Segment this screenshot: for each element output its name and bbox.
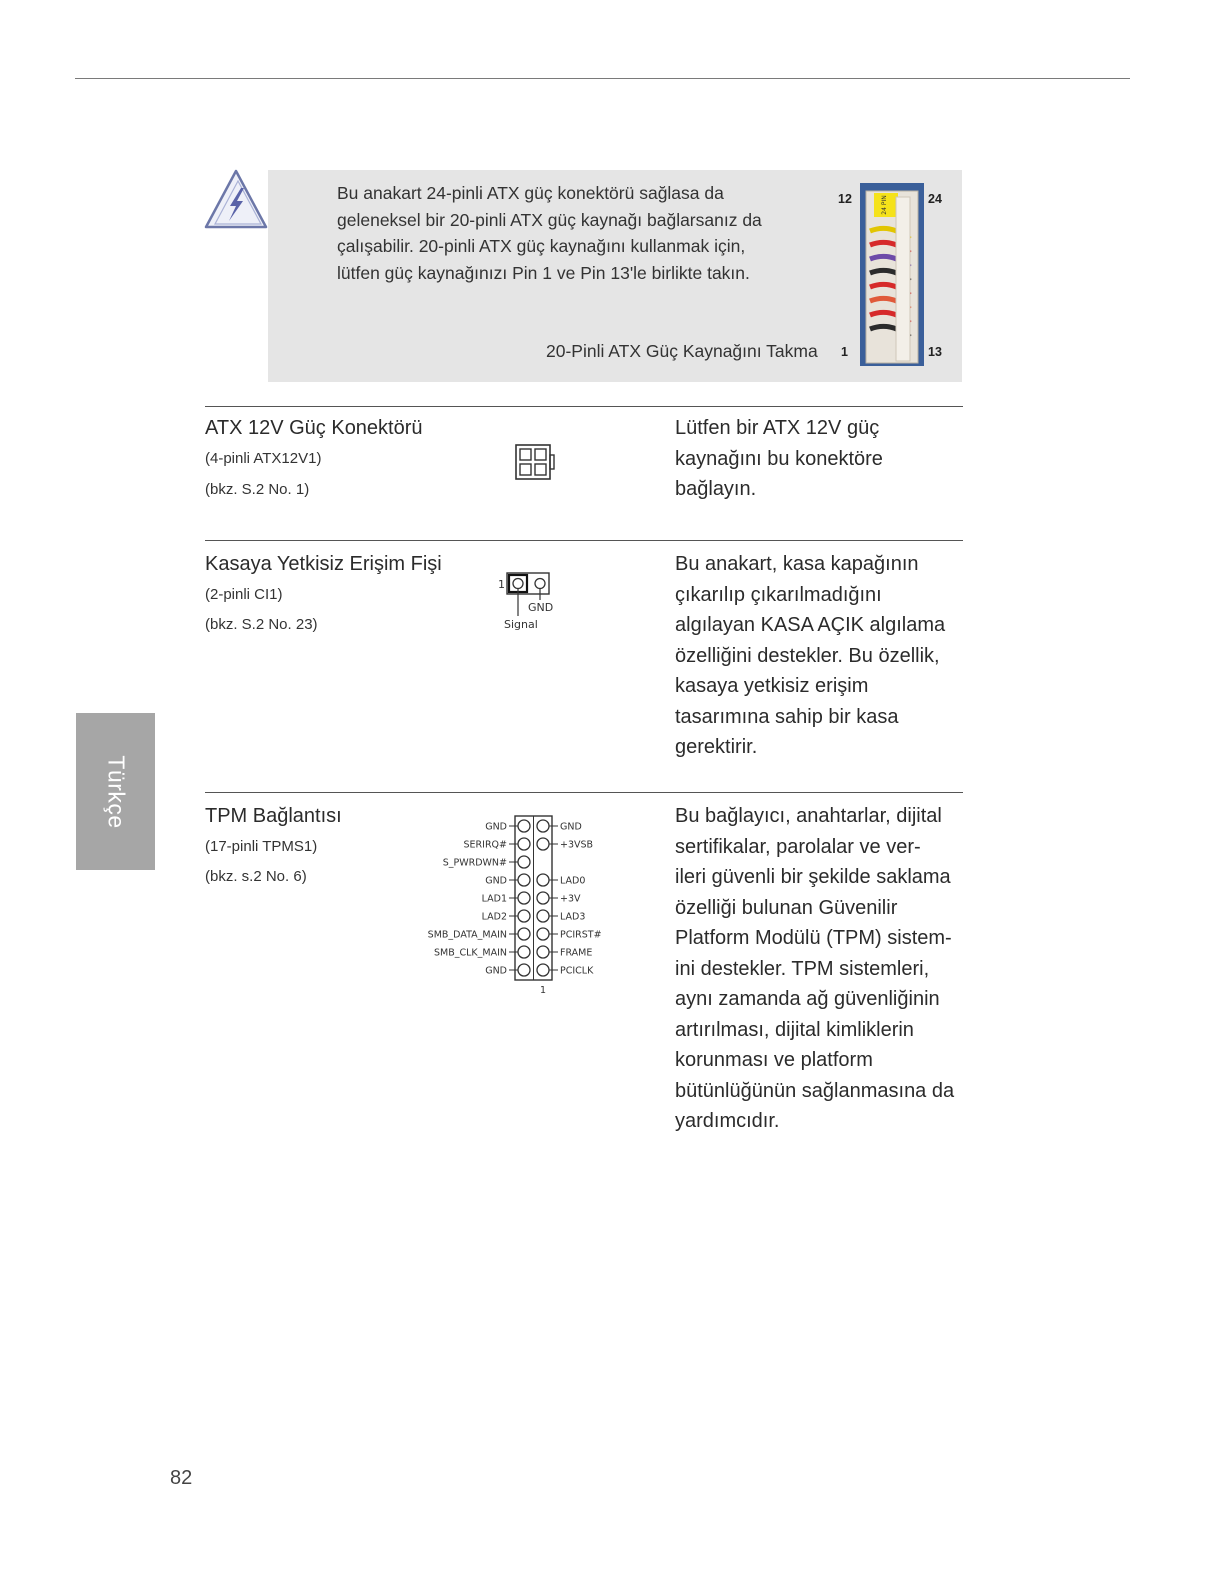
tpm-pin	[518, 838, 530, 850]
tpm-right-label: FRAME	[560, 947, 593, 959]
top-rule	[75, 78, 1130, 79]
tpm-pin	[537, 910, 549, 922]
section-desc-chassis	[675, 549, 965, 763]
tpm-right-label: +3VSB	[560, 839, 594, 851]
tpm-pin	[537, 928, 549, 940]
connector-image	[860, 183, 924, 366]
tpm-left-label: GND	[485, 821, 507, 833]
tpm-right-label: PCIRST#	[560, 929, 602, 941]
tpm-pin	[518, 964, 530, 976]
note-line: Bu anakart 24-pinli ATX güç konektörü sağlasa da	[337, 183, 724, 203]
tpm-left-label: LAD2	[481, 911, 507, 923]
desc-line: bütünlüğünün sağlanmasına da	[675, 1079, 955, 1102]
tpm-left-label: GND	[485, 965, 507, 977]
tpm-left-label: GND	[485, 875, 507, 887]
page-number: 82	[170, 1467, 193, 1489]
desc-line: Platform Modülü (TPM) sistem-	[675, 927, 952, 949]
tpm-left-label: SMB_DATA_MAIN	[427, 929, 507, 941]
section-sub-tpm-pins: (17-pinli TPMS1)	[205, 838, 318, 855]
desc-line: özelliği bulunan Güvenilir	[675, 896, 898, 919]
note-caption: 20-Pinli ATX Güç Kaynağını Takma	[546, 341, 818, 361]
tpm-pin	[537, 946, 549, 958]
pin-label-12: 12	[838, 192, 852, 206]
tpm-pin	[537, 874, 549, 886]
language-label: Türkçe	[103, 754, 129, 829]
tpm-right-label: LAD0	[560, 875, 586, 887]
warning-icon	[203, 168, 269, 230]
section-title-atx12v: ATX 12V Güç Konektörü	[205, 417, 423, 439]
tpm-left-label: SMB_CLK_MAIN	[433, 947, 507, 959]
desc-line: ini destekler. TPM sistemleri,	[675, 957, 930, 980]
desc-line: korunması ve platform	[675, 1049, 873, 1071]
tpm-left-label: SERIRQ#	[463, 839, 507, 851]
language-side-tab	[76, 713, 155, 870]
note-line: geleneksel bir 20-pinli ATX güç kaynağı bağlarsanız da	[337, 209, 762, 230]
desc-line: yardımcıdır.	[675, 1110, 780, 1132]
tpm-right-label: PCICLK	[560, 965, 594, 977]
tpm-pin	[537, 838, 549, 850]
section-sub-atx12v-ref: (bkz. S.2 No. 1)	[205, 481, 310, 498]
desc-line: çıkarılıp çıkarılmadığını	[675, 583, 882, 606]
desc-line: bağlayın.	[675, 478, 757, 500]
section-rule	[205, 540, 963, 541]
tpm-pin	[518, 892, 530, 904]
section-rule	[205, 792, 963, 793]
tpm-pin	[518, 910, 530, 922]
ci-signal-label: Signal	[504, 618, 538, 631]
tpm-pin	[518, 856, 530, 868]
pin-label-1: 1	[841, 345, 848, 359]
tpm-pin	[537, 820, 549, 832]
ci-gnd-label: GND	[528, 601, 554, 614]
desc-line: özelliğini destekler. Bu özellik,	[675, 644, 940, 667]
desc-line: kasaya yetkisiz erişim	[675, 675, 869, 697]
section-rule	[205, 406, 963, 407]
desc-line: Bu anakart, kasa kapağının	[675, 553, 919, 575]
section-sub-tpm-ref: (bkz. s.2 No. 6)	[205, 868, 307, 885]
chassis-intrusion-diagram	[496, 570, 566, 634]
desc-line: tasarımına sahip bir kasa	[675, 705, 899, 728]
tpm-header-diagram	[405, 810, 620, 1000]
desc-line: gerektirir.	[675, 736, 758, 758]
tpm-right-label: LAD3	[560, 911, 586, 923]
atx12v-connector-icon	[514, 443, 558, 481]
section-title-chassis-intrusion: Kasaya Yetkisiz Erişim Fişi	[205, 553, 442, 575]
desc-line: Bu bağlayıcı, anahtarlar, dijital	[675, 805, 942, 827]
desc-line: Lütfen bir ATX 12V güç	[675, 417, 880, 439]
section-title-tpm: TPM Bağlantısı	[205, 805, 342, 827]
tpm-pin	[537, 892, 549, 904]
section-desc-tpm	[675, 801, 965, 1137]
section-desc-atx12v	[675, 413, 965, 505]
desc-line: aynı zamanda ağ güvenliğinin	[675, 988, 940, 1010]
tpm-left-label: LAD1	[481, 893, 507, 905]
note-text	[337, 180, 797, 286]
ci-pin1-label: 1	[498, 578, 505, 591]
tpm-pin	[518, 946, 530, 958]
desc-line: algılayan KASA AÇIK algılama	[675, 614, 946, 636]
tpm-pin	[518, 928, 530, 940]
pin-label-13: 13	[928, 345, 942, 359]
tpm-pin	[518, 874, 530, 886]
sticker-text: 24 PIN	[881, 195, 888, 215]
atx-connector-photo	[834, 180, 949, 370]
tpm-pin	[537, 964, 549, 976]
tpm-right-label: +3V	[560, 893, 581, 905]
section-sub-chassis-pins: (2-pinli CI1)	[205, 586, 283, 603]
note-line: çalışabilir. 20-pinli ATX güç kaynağını kullanmak için,	[337, 236, 746, 256]
desc-line: sertifikalar, parolalar ve ver-	[675, 835, 921, 858]
tpm-pin1-label: 1	[539, 985, 547, 996]
section-sub-atx12v-pins: (4-pinli ATX12V1)	[205, 450, 322, 467]
pin-label-24: 24	[928, 192, 942, 206]
section-sub-chassis-ref: (bkz. S.2 No. 23)	[205, 616, 318, 633]
desc-line: kaynağını bu konektöre	[675, 447, 883, 470]
tpm-left-label: S_PWRDWN#	[442, 857, 507, 869]
desc-line: ileri güvenli bir şekilde saklama	[675, 866, 951, 888]
tpm-right-label: GND	[560, 821, 582, 833]
desc-line: artırılması, dijital kimliklerin	[675, 1018, 914, 1041]
tpm-pin	[518, 820, 530, 832]
note-line: lütfen güç kaynağınızı Pin 1 ve Pin 13'le birlikte takın.	[337, 262, 750, 283]
